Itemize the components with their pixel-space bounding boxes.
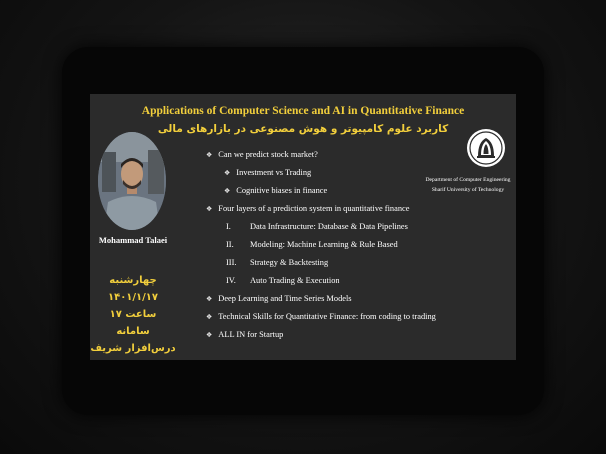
department-label [420,175,516,195]
diamond-bullet-icon: ❖ [206,331,213,339]
agenda-item: ❖ ALL IN for Startup [206,330,284,339]
agenda-numbered-item: II. Modeling: Machine Learning & Rule Based [226,240,398,249]
session-platform: سامانه درس‌افزار شریف [90,326,176,354]
diamond-bullet-icon: ❖ [224,169,231,177]
agenda-item: ❖ Deep Learning and Time Series Models [206,294,352,303]
diamond-bullet-icon: ❖ [206,295,213,303]
session-time: ساعت ۱۷ [109,309,157,320]
session-info [90,272,176,357]
speaker-name: Mohammad Talaei [98,235,168,245]
agenda-numbered-item: I. Data Infrastructure: Database & Data Pipelines [226,222,408,231]
presentation-slide [90,94,516,360]
diamond-bullet-icon: ❖ [206,151,213,159]
sharif-university-logo-icon [466,128,506,168]
speaker-photo [98,132,166,230]
slide-title: Applications of Computer Science and AI in Quantitative Finance [141,105,465,117]
agenda-numbered-item: III. Strategy & Backtesting [226,258,329,267]
diamond-bullet-icon: ❖ [206,205,213,213]
session-date: چهارشنبه ۱۴۰۱/۱/۱۷ [107,275,159,303]
agenda-subitem: ❖ Cognitive biases in finance [224,186,328,195]
agenda-item: ❖ Technical Skills for Quantitative Finance: from coding to trading [206,312,436,321]
agenda-item: ❖ Can we predict stock market? [206,150,318,159]
department-name: Department of Computer Engineering [425,177,511,183]
diamond-bullet-icon: ❖ [206,313,213,321]
agenda-item: ❖ Four layers of a prediction system in quantitative finance [206,204,410,213]
agenda-numbered-item: IV. Auto Trading & Execution [226,276,340,285]
slide-subtitle: کاربرد علوم کامپیوتر و هوش مصنوعی در بازارهای مالی [157,123,449,135]
diamond-bullet-icon: ❖ [224,187,231,195]
agenda-subitem: ❖ Investment vs Trading [224,168,312,177]
university-name: Sharif University of Technology [431,187,505,193]
